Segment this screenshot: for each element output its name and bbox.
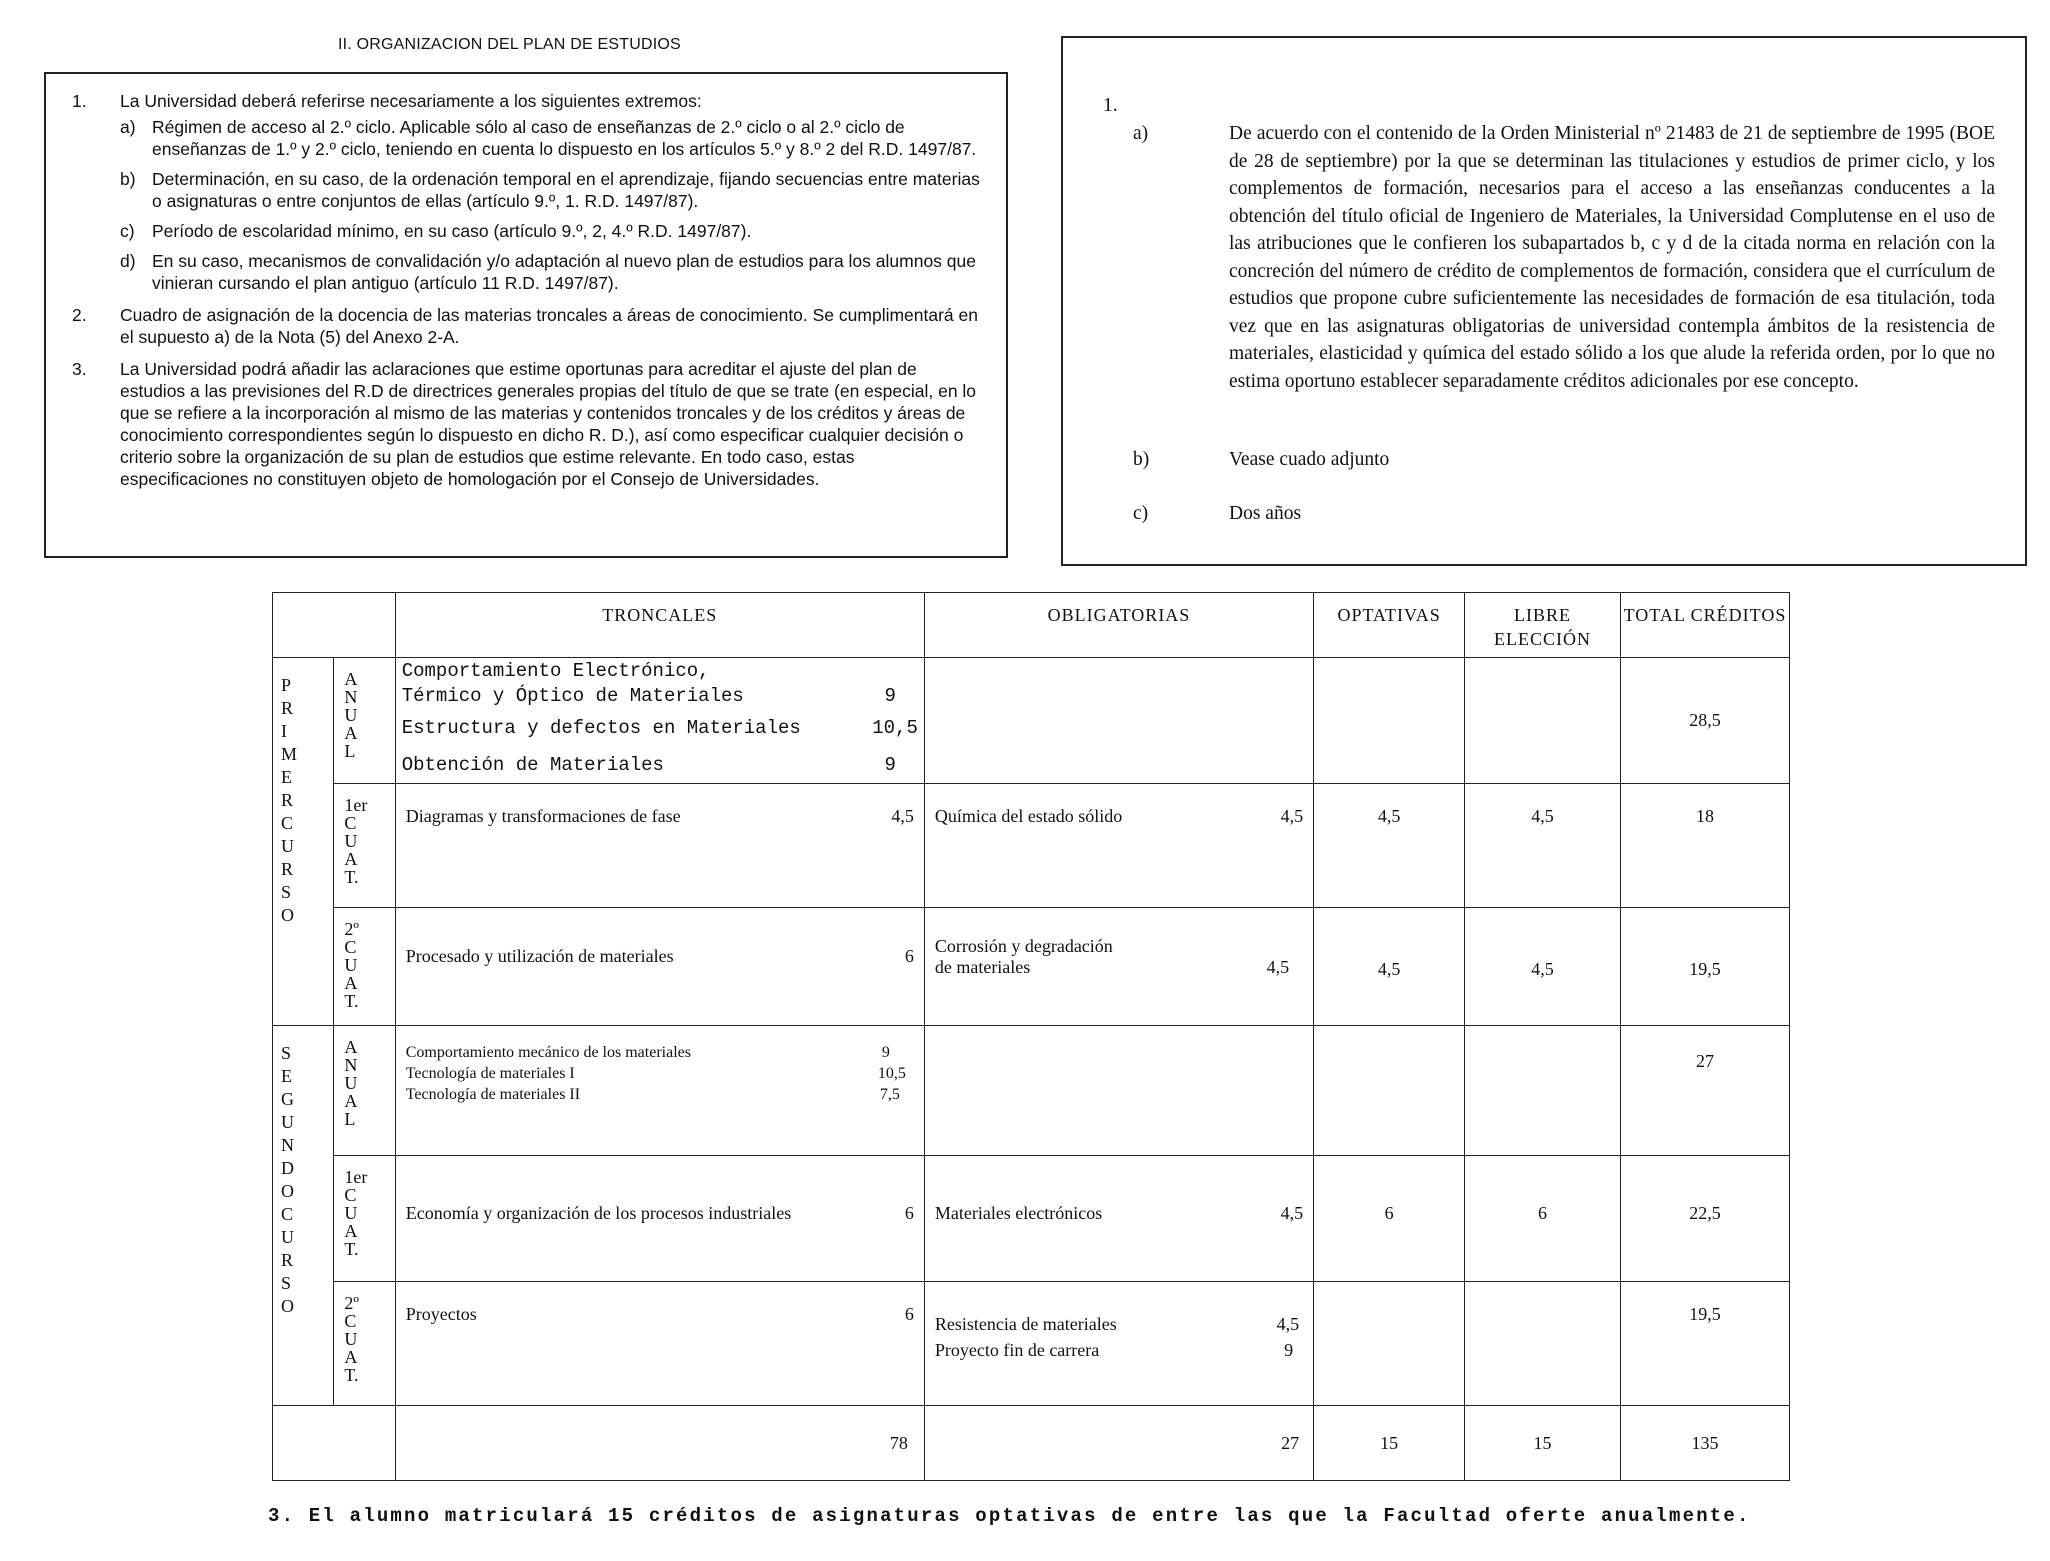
libre-cell bbox=[1465, 1026, 1621, 1156]
sub-item-d bbox=[120, 250, 986, 294]
header-libre-eleccion: LIBRE ELECCIÓN bbox=[1465, 593, 1621, 658]
total-troncales: 78 bbox=[395, 1406, 924, 1481]
total-libre: 15 bbox=[1465, 1406, 1621, 1481]
troncales-cell: Procesado y utilización de materiales 6 bbox=[395, 908, 924, 1026]
troncales-cell: Comportamiento Electrónico, Térmico y Óptico de Materiales 9 Estructura y defectos en Materiales 10,5 Obtención de Materiales 9 bbox=[395, 658, 924, 784]
section-title: II. ORGANIZACION DEL PLAN DE ESTUDIOS bbox=[338, 36, 681, 53]
response-text: Vease cuado adjunto bbox=[1229, 449, 1390, 470]
item-number: 2. bbox=[72, 305, 87, 325]
optativas-cell: 6 bbox=[1314, 1156, 1465, 1282]
troncales-cell: Proyectos 6 bbox=[395, 1282, 924, 1406]
segundo-curso-label: S E G U N D O C U R S O bbox=[273, 1026, 334, 1406]
primer-curso-label: P R I M E R C U R S O bbox=[273, 658, 334, 1026]
sub-item-c bbox=[120, 220, 986, 242]
troncales-cell: Comportamiento mecánico de los materiales 9 Tecnología de materiales I 10,5 Tecnología de materiales II 7,5 bbox=[395, 1026, 924, 1156]
response-text: De acuerdo con el contenido de la Orden Ministerial nº 21483 de 21 de septiembre de 1995 (BOE de 28 de septiembre) por la que se determinan las titulaciones y estudios de primer ciclo, y los complementos de formación, necesarios para el acceso a las enseñanzas conducentes a la obtención del título oficial de Ingeniero de Materiales, la Universidad Complutense en el uso de las atribuciones que le confieren los subapartados b, c y d de la citada norma en relación con la concreción del número de crédito de complementos de formación, considera que el currículum de estudios que propone cubre suficientemente las necesidades de formación de esa titulación, toda vez que en las asignaturas obligatorias de universidad contempla ámbitos de la resistencia de materiales, elasticidad y química del estado sólido a los que alude la referida orden, por lo que no estima oportuno establecer separadamente créditos adicionales por ese concepto. bbox=[1229, 123, 1995, 392]
total-cell: 19,5 bbox=[1620, 1282, 1789, 1406]
obligatorias-cell bbox=[924, 658, 1313, 784]
obligatorias-cell: Química del estado sólido 4,5 bbox=[924, 784, 1313, 908]
total-cell: 28,5 bbox=[1620, 658, 1789, 784]
obligatorias-cell: Materiales electrónicos 4,5 bbox=[924, 1156, 1313, 1282]
item-number: 3. bbox=[72, 359, 87, 379]
response-item-a bbox=[1133, 120, 1995, 395]
total-cell: 18 bbox=[1620, 784, 1789, 908]
instructions-box bbox=[44, 72, 1008, 558]
sub-letter: a) bbox=[120, 117, 136, 137]
response-item-b bbox=[1133, 446, 1995, 474]
obligatorias-cell: Corrosión y degradación de materiales 4,5 bbox=[924, 908, 1313, 1026]
period-label-c1: 1er C U A T. bbox=[334, 784, 395, 908]
response-letter: a) bbox=[1133, 123, 1149, 144]
sub-text: Determinación, en su caso, de la ordenación temporal en el aprendizaje, fijando secuencias entre materias o asignaturas o entre conjuntos de ellas (artículo 9.º, 1. R.D. 1497/87). bbox=[152, 169, 980, 211]
table-row bbox=[273, 1026, 1790, 1156]
sub-item-a bbox=[120, 116, 986, 160]
sub-text: En su caso, mecanismos de convalidación y/o adaptación al nuevo plan de estudios para los alumnos que vinieran cursando el plan antiguo (artículo 11 R.D. 1497/87). bbox=[152, 251, 976, 293]
item-text: Cuadro de asignación de la docencia de las materias troncales a áreas de conocimiento. Se cumplimentará en el supuesto a) de la Nota (5) del Anexo 2-A. bbox=[120, 305, 978, 347]
sub-text: Régimen de acceso al 2.º ciclo. Aplicable sólo al caso de enseñanzas de 2.º ciclo o al 2.º ciclo de enseñanzas de 1.º y 2.º ciclo, teniendo en cuenta lo dispuesto en los artículos 5.º y 8.º 2 del R.D. 1497/87. bbox=[152, 117, 977, 159]
period-label-c2: 2º C U A T. bbox=[334, 908, 395, 1026]
table-row bbox=[273, 908, 1790, 1026]
sub-text: Período de escolaridad mínimo, en su caso (artículo 9.º, 2, 4.º R.D. 1497/87). bbox=[152, 221, 752, 241]
instruction-item-3 bbox=[72, 358, 986, 490]
table-row bbox=[273, 658, 1790, 784]
table-row bbox=[273, 784, 1790, 908]
sub-letter: d) bbox=[120, 251, 136, 271]
libre-cell: 4,5 bbox=[1465, 784, 1621, 908]
libre-cell bbox=[1465, 658, 1621, 784]
period-label-c2: 2º C U A T. bbox=[334, 1282, 395, 1406]
sub-letter: b) bbox=[120, 169, 136, 189]
instruction-item-2 bbox=[72, 304, 986, 348]
total-cell: 19,5 bbox=[1620, 908, 1789, 1026]
libre-cell bbox=[1465, 1282, 1621, 1406]
troncales-cell: Economía y organización de los procesos industriales 6 bbox=[395, 1156, 924, 1282]
total-cell: 27 bbox=[1620, 1026, 1789, 1156]
table-header-row bbox=[273, 593, 1790, 658]
header-optativas: OPTATIVAS bbox=[1314, 593, 1465, 658]
totals-row bbox=[273, 1406, 1790, 1481]
optativas-cell: 4,5 bbox=[1314, 908, 1465, 1026]
sub-item-b bbox=[120, 168, 986, 212]
libre-cell: 4,5 bbox=[1465, 908, 1621, 1026]
total-optativas: 15 bbox=[1314, 1406, 1465, 1481]
sub-letter: c) bbox=[120, 221, 135, 241]
footer-note: 3. El alumno matriculará 15 créditos de asignaturas optativas de entre las que la Facultad oferte anualmente. bbox=[268, 1505, 1751, 1527]
troncales-cell: Diagramas y transformaciones de fase 4,5 bbox=[395, 784, 924, 908]
optativas-cell bbox=[1314, 1026, 1465, 1156]
response-box bbox=[1061, 36, 2027, 566]
libre-cell: 6 bbox=[1465, 1156, 1621, 1282]
item-number: 1. bbox=[72, 91, 87, 111]
header-obligatorias: OBLIGATORIAS bbox=[924, 593, 1313, 658]
total-obligatorias: 27 bbox=[924, 1406, 1313, 1481]
period-label-anual: A N U A L bbox=[334, 1026, 395, 1156]
response-text: Dos años bbox=[1229, 503, 1302, 524]
total-cell: 22,5 bbox=[1620, 1156, 1789, 1282]
response-letter: b) bbox=[1133, 449, 1150, 470]
totals-label-empty bbox=[273, 1406, 396, 1481]
item-text: La Universidad podrá añadir las aclaraciones que estime oportunas para acreditar el ajuste del plan de estudios a las previsiones del R.D de directrices generales propias del título de que se trate (en especial, en lo que se refiere a la incorporación al mismo de las materias y contenidos troncales y de los créditos y áreas de conocimiento correspondientes según lo dispuesto en dicho R. D.), así como especificar cualquier decisión o criterio sobre la organización de su plan de estudios que estime relevante. En todo caso, estas especificaciones no constituyen objeto de homologación por el Consejo de Universidades. bbox=[120, 359, 977, 489]
total-creditos: 135 bbox=[1620, 1406, 1789, 1481]
optativas-cell bbox=[1314, 1282, 1465, 1406]
response-number: 1. bbox=[1103, 95, 1118, 116]
item-text: La Universidad deberá referirse necesariamente a los siguientes extremos: bbox=[120, 91, 702, 111]
period-label-anual: A N U A L bbox=[334, 658, 395, 784]
optativas-cell: 4,5 bbox=[1314, 784, 1465, 908]
response-item-c bbox=[1133, 500, 1995, 528]
period-label-c1: 1er C U A T. bbox=[334, 1156, 395, 1282]
header-troncales: TRONCALES bbox=[395, 593, 924, 658]
table-row bbox=[273, 1156, 1790, 1282]
header-empty bbox=[273, 593, 396, 658]
obligatorias-cell bbox=[924, 1026, 1313, 1156]
optativas-cell bbox=[1314, 658, 1465, 784]
response-letter: c) bbox=[1133, 503, 1149, 524]
table-row bbox=[273, 1282, 1790, 1406]
header-total-creditos: TOTAL CRÉDITOS bbox=[1620, 593, 1789, 658]
instruction-item-1 bbox=[72, 90, 986, 294]
plan-table bbox=[272, 592, 1790, 1480]
obligatorias-cell: Resistencia de materiales 4,5 Proyecto fin de carrera 9 bbox=[924, 1282, 1313, 1406]
